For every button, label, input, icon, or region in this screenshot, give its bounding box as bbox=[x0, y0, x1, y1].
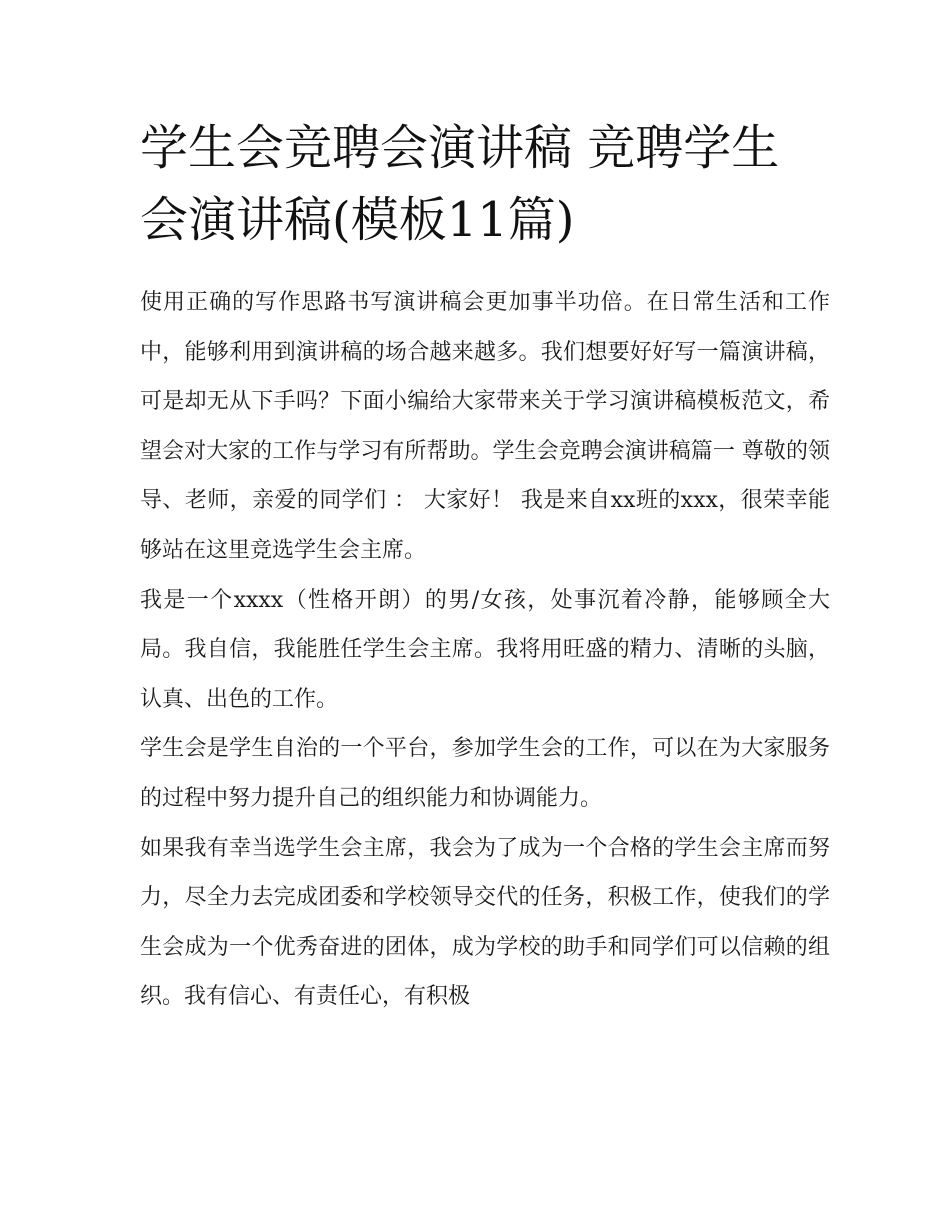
document-title: 学生会竞聘会演讲稿 竞聘学生会演讲稿(模板11篇) bbox=[140, 120, 780, 248]
paragraph-intro: 使用正确的写作思路书写演讲稿会更加事半功倍。在日常生活和工作中，能够利用到演讲稿的场合越来越多。我们想要好好写一篇演讲稿，可是却无从下手吗？下面小编给大家带来关于学习演讲稿模板范文，希望会对大家的工作与学习有所帮助。学生会竞聘会演讲稿篇一 尊敬的领导、老师，亲爱的同学们 ： 大家好！ 我是来自xx班的xxx，很荣幸能够站在这里竞选学生会主席。 bbox=[140, 290, 830, 563]
paragraph-pledge: 如果我有幸当选学生会主席，我会为了成为一个合格的学生会主席而努力，尽全力去完成团委和学校领导交代的任务，积极工作，使我们的学生会成为一个优秀奋进的团体，成为学校的助手和同学们可以信赖的组织。我有信心、有责任心，有积极 bbox=[140, 835, 830, 1010]
document-body bbox=[140, 278, 830, 1022]
paragraph-student-union: 学生会是学生自治的一个平台，参加学生会的工作，可以在为大家服务的过程中努力提升自己的组织能力和协调能力。 bbox=[140, 736, 830, 811]
paragraph-self-intro: 我是一个xxxx（性格开朗）的男/女孩，处事沉着冷静，能够顾全大局。我自信，我能胜任学生会主席。我将用旺盛的精力、清晰的头脑，认真、出色的工作。 bbox=[140, 587, 830, 712]
